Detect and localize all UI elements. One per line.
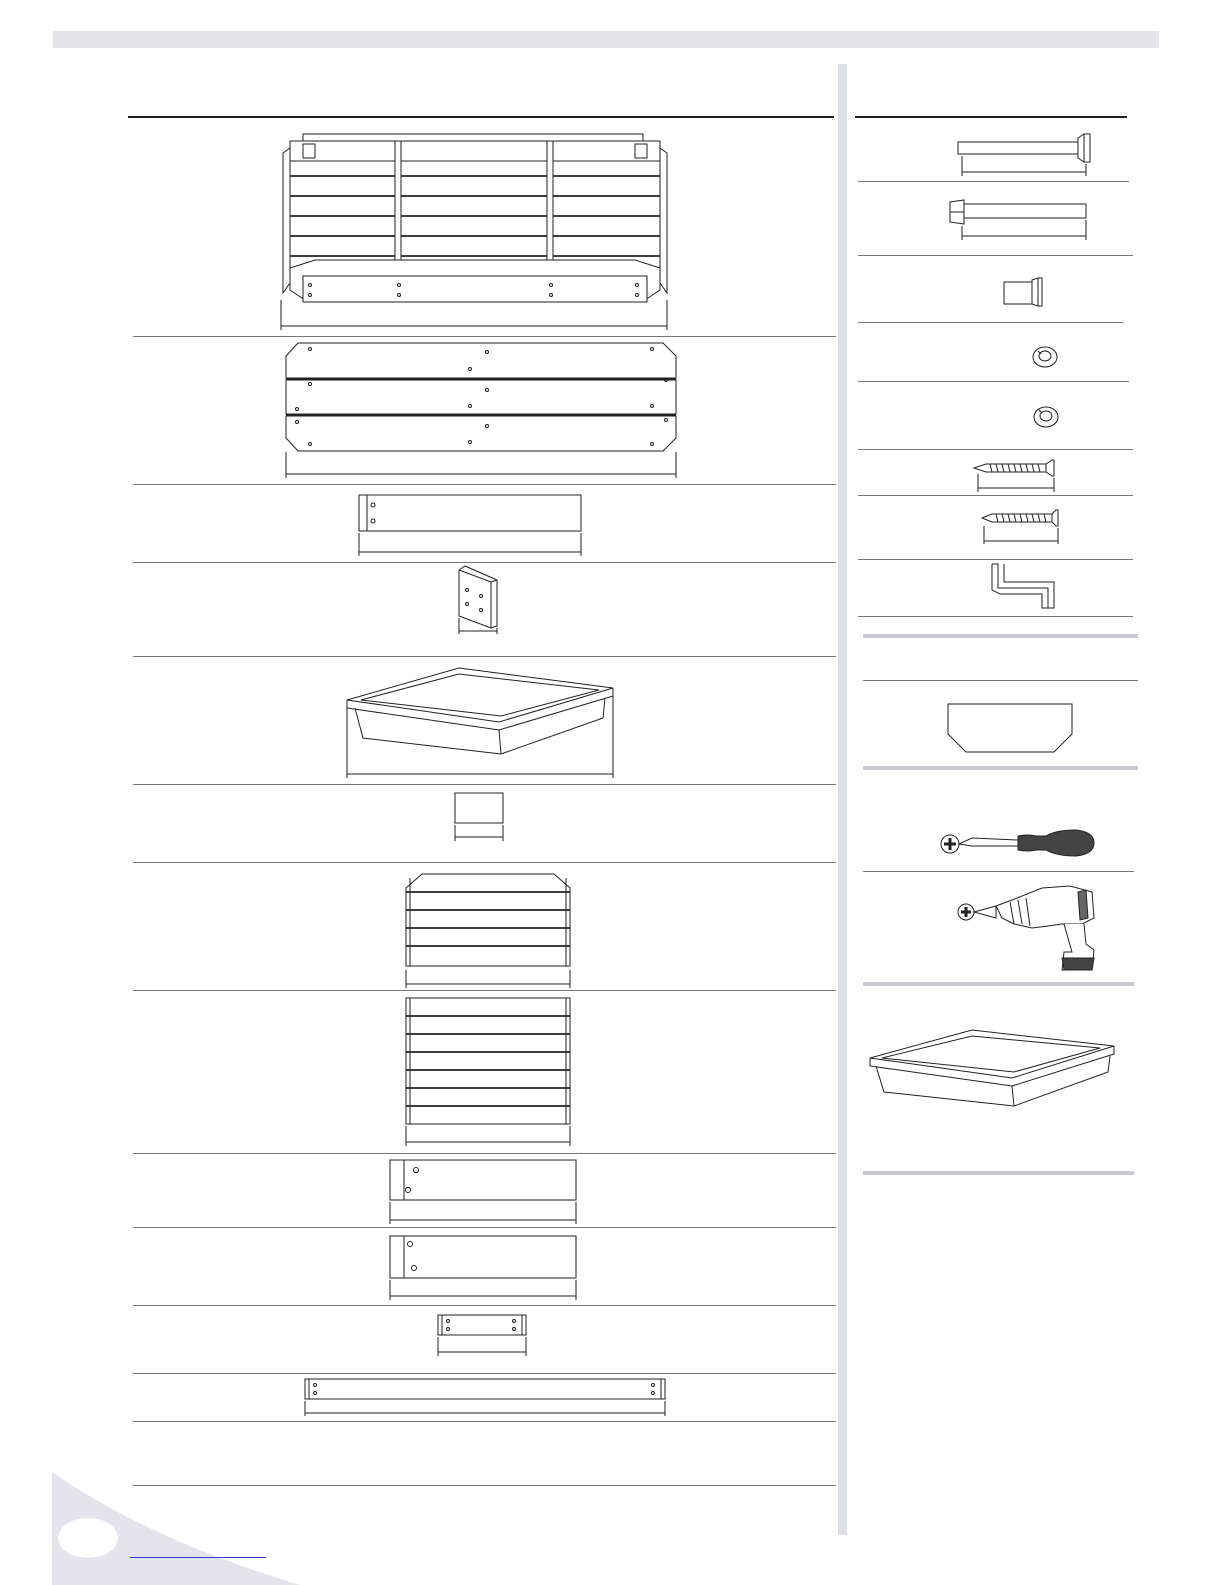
frame-back-panel-icon <box>275 128 675 334</box>
row-divider <box>858 381 1129 382</box>
row-divider <box>858 559 1133 560</box>
row-divider <box>133 1373 836 1374</box>
row-divider <box>133 990 836 991</box>
row-divider <box>133 1485 836 1486</box>
short-plank-icon <box>355 493 585 559</box>
row-divider <box>133 1227 836 1228</box>
cordless-drill-icon <box>952 878 1112 980</box>
row-divider <box>858 322 1123 323</box>
long-bolt-icon <box>954 128 1094 178</box>
short-slatted-side-panel-icon <box>402 870 574 990</box>
row-divider <box>858 181 1129 182</box>
parts-header-rule <box>128 116 834 118</box>
row-divider <box>133 656 836 657</box>
footer-link-underline <box>130 1557 266 1558</box>
row-divider <box>133 1153 836 1154</box>
row-divider <box>133 562 836 563</box>
short-connector-strip-icon <box>434 1312 530 1358</box>
column-separator <box>838 64 847 1535</box>
section-divider <box>863 1171 1134 1175</box>
row-divider <box>858 616 1133 617</box>
phillips-screwdriver-icon <box>936 824 1100 862</box>
row-divider <box>133 862 836 863</box>
hex-bolt-icon <box>948 196 1092 242</box>
short-wood-screw-icon <box>980 506 1064 546</box>
allen-key-icon <box>984 562 1074 612</box>
row-divider <box>858 495 1133 496</box>
planter-tray-icon <box>341 666 621 780</box>
row-divider <box>133 784 836 785</box>
slatted-panel-icon <box>283 340 683 480</box>
hardware-header-rule <box>855 116 1127 118</box>
flat-washer-icon <box>1030 402 1064 432</box>
section-divider <box>863 766 1138 770</box>
assembled-planter-icon <box>864 1026 1118 1110</box>
plank-with-screws-a-icon <box>386 1158 580 1226</box>
row-divider <box>133 484 836 485</box>
row-divider <box>863 680 1138 681</box>
row-divider <box>858 255 1133 256</box>
row-divider <box>133 1421 836 1422</box>
section-divider <box>863 634 1138 638</box>
section-divider <box>863 982 1134 986</box>
barrel-nut-icon <box>1000 274 1052 308</box>
row-divider <box>863 871 1134 872</box>
small-spacer-block-icon <box>452 791 508 843</box>
row-divider <box>858 449 1133 450</box>
long-connector-strip-icon <box>301 1376 669 1418</box>
corner-plate-icon <box>944 700 1078 756</box>
row-divider <box>133 1305 836 1306</box>
plank-with-screws-b-icon <box>386 1234 580 1302</box>
corner-block-icon <box>453 566 513 636</box>
row-divider <box>133 336 836 337</box>
spring-washer-icon <box>1028 342 1062 372</box>
long-wood-screw-icon <box>972 456 1062 494</box>
page-corner-decoration <box>0 0 300 1585</box>
tall-slatted-side-panel-icon <box>402 996 574 1148</box>
